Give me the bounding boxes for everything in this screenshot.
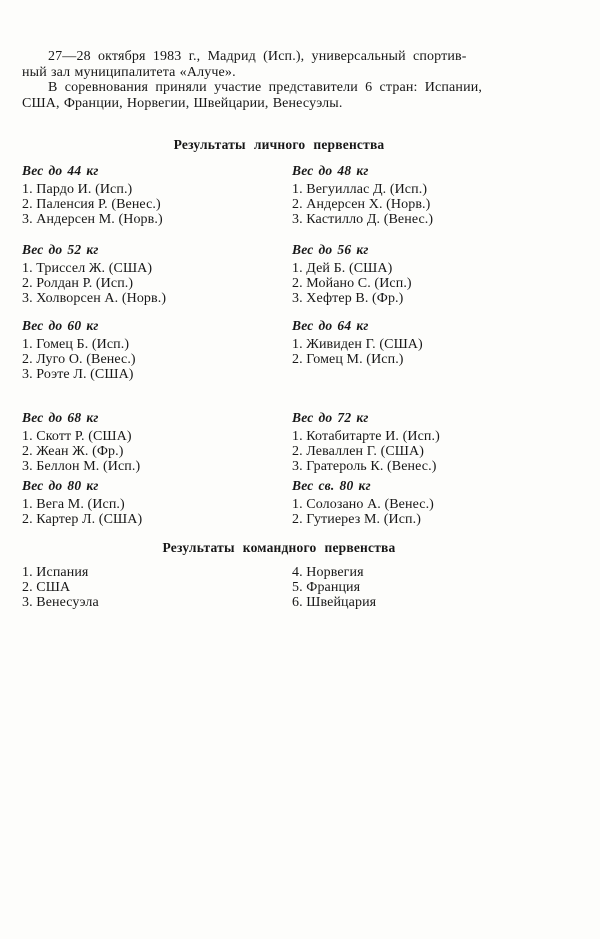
weight-category-48-title: Вес до 48 кг xyxy=(292,163,369,178)
result-entry: 3. Гратероль К. (Венес.) xyxy=(292,459,437,474)
intro-line-2: ный зал муниципалитета «Алуче». xyxy=(22,64,236,80)
weight-category-56 xyxy=(292,242,600,306)
weight-row-68-72 xyxy=(0,410,600,474)
weight-category-44-title: Вес до 44 кг xyxy=(22,163,99,178)
result-entry: 3. Холворсен А. (Норв.) xyxy=(22,291,167,306)
result-entry: 1. Триссел Ж. (США) xyxy=(22,261,153,276)
weight-category-56-title: Вес до 56 кг xyxy=(292,242,369,257)
team-results-right xyxy=(292,565,600,610)
result-entry: 1. Пардо И. (Исп.) xyxy=(22,182,133,197)
team-entry: 2. США xyxy=(22,580,71,595)
result-entry: 2. Паленсия Р. (Венес.) xyxy=(22,197,161,212)
intro-paragraphs xyxy=(22,49,570,111)
result-entry: 3. Хефтер В. (Фр.) xyxy=(292,291,404,306)
result-entry: 1. Живиден Г. (США) xyxy=(292,337,423,352)
weight-category-68-title: Вес до 68 кг xyxy=(22,410,99,425)
weight-category-52 xyxy=(22,242,292,306)
result-entry: 2. Жеан Ж. (Фр.) xyxy=(22,444,124,459)
team-results xyxy=(0,565,600,610)
weight-category-68 xyxy=(22,410,292,474)
intro-line-4: США, Франции, Норвегии, Швейцарии, Венесуэлы. xyxy=(22,95,343,111)
result-entry: 3. Кастилло Д. (Венес.) xyxy=(292,212,434,227)
weight-category-48 xyxy=(292,163,600,227)
result-entry: 2. Гомец М. (Исп.) xyxy=(292,352,404,367)
team-results-left xyxy=(22,565,292,610)
team-entry: 6. Швейцария xyxy=(292,595,377,610)
result-entry: 3. Беллон М. (Исп.) xyxy=(22,459,141,474)
weight-row-60-64 xyxy=(0,318,600,382)
result-entry: 2. Леваллен Г. (США) xyxy=(292,444,424,459)
result-entry: 1. Дей Б. (США) xyxy=(292,261,393,276)
individual-results-heading: Результаты личного первенства xyxy=(173,137,385,152)
result-entry: 2. Андерсен Х. (Норв.) xyxy=(292,197,431,212)
team-results-heading: Результаты командного первенства xyxy=(162,540,396,555)
weight-category-52-title: Вес до 52 кг xyxy=(22,242,99,257)
result-entry: 1. Скотт Р. (США) xyxy=(22,429,132,444)
result-entry: 1. Котабитарте И. (Исп.) xyxy=(292,429,440,444)
result-entry: 1. Гомец Б. (Исп.) xyxy=(22,337,130,352)
weight-row-80-over80 xyxy=(0,478,600,527)
result-entry: 2. Ролдан Р. (Исп.) xyxy=(22,276,134,291)
result-entry: 2. Гутиерез М. (Исп.) xyxy=(292,512,421,527)
result-entry: 3. Андерсен М. (Норв.) xyxy=(22,212,163,227)
weight-row-52-56 xyxy=(0,242,600,306)
weight-category-80 xyxy=(22,478,292,527)
team-entry: 4. Норвегия xyxy=(292,565,364,580)
weight-category-over-80-title: Вес св. 80 кг xyxy=(292,478,371,493)
team-entry: 5. Франция xyxy=(292,580,361,595)
weight-category-72-title: Вес до 72 кг xyxy=(292,410,369,425)
result-entry: 1. Вегуиллас Д. (Исп.) xyxy=(292,182,428,197)
intro-line-1: 27—28 октября 1983 г., Мадрид (Исп.), универсальный спортив- xyxy=(48,49,467,64)
weight-category-72 xyxy=(292,410,600,474)
weight-category-60 xyxy=(22,318,292,382)
result-entry: 3. Роэте Л. (США) xyxy=(22,367,134,382)
weight-row-44-48 xyxy=(0,163,600,227)
result-entry: 2. Луго О. (Венес.) xyxy=(22,352,136,367)
team-entry: 1. Испания xyxy=(22,565,89,580)
weight-category-over-80 xyxy=(292,478,600,527)
result-entry: 1. Солозано А. (Венес.) xyxy=(292,497,434,512)
result-entry: 2. Мойано С. (Исп.) xyxy=(292,276,412,291)
result-entry: 2. Картер Л. (США) xyxy=(22,512,143,527)
weight-category-44 xyxy=(22,163,292,227)
team-entry: 3. Венесуэла xyxy=(22,595,99,610)
weight-category-60-title: Вес до 60 кг xyxy=(22,318,99,333)
weight-category-64 xyxy=(292,318,600,382)
intro-line-3: В соревнования приняли участие представители 6 стран: Испании, xyxy=(48,80,482,95)
weight-category-80-title: Вес до 80 кг xyxy=(22,478,99,493)
weight-category-64-title: Вес до 64 кг xyxy=(292,318,369,333)
result-entry: 1. Вега М. (Исп.) xyxy=(22,497,125,512)
